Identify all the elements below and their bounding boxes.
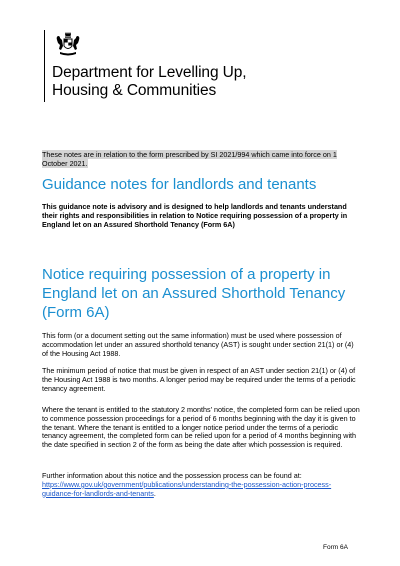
royal-coat-of-arms-icon [54,32,82,58]
paragraph-form-usage: This form (or a document setting out the same information) must be used where possession of accommodation let under an assured shorthold tenancy (AST) is sought under section 21(1) or (4) of the Housing Act 1988. [42,331,354,358]
department-name [52,64,312,100]
department-name-line-1: Department for Levelling Up, [52,64,247,81]
paragraph-further-information [42,472,360,498]
paragraph-notice-validity: Where the tenant is entitled to the statutory 2 months' notice, the completed form can be relied upon to commence possession proceedings for a period of 6 months beginning with the day it is given to the tenant. Where the tenant is entitled to a longer notice period under the terms of a periodic tenancy agreement, the completed form can be relied upon for a period of 4 months beginning with the date specified in section 2 of the form as being the date after which possession is required. [42,405,360,450]
department-name-line-2: Housing & Communities [52,82,217,99]
footer-form-label: Form 6A [323,544,348,551]
guidance-summary: This guidance note is advisory and is designed to help landlords and tenants understand their rights and responsibilities in relation to Notice requiring possession of a property in England let on an Assured Shorthold Tenancy (Form 6A) [42,202,348,229]
paragraph-minimum-notice: The minimum period of notice that must be given in respect of an AST under section 21(1) or (4) of the Housing Act 1988 is two months. A longer period may be required under the terms of a periodic tenancy agreement. [42,366,356,393]
possession-guidance-link[interactable]: https://www.gov.uk/government/publications/understanding-the-possession-action-process-guidance-for-landlords-and-tenants [42,479,332,498]
intro-note [42,150,338,168]
further-info-text: Further information about this notice and the possession process can be found at: [42,471,302,480]
intro-note-highlighted-text: These notes are in relation to the form prescribed by SI 2021/994 which came into force on 1 October 2021. [42,150,337,168]
logo-divider-line [44,30,45,102]
notice-heading: Notice requiring possession of a property in England let on an Assured Shorthold Tenancy (Form 6A) [42,266,346,321]
guidance-heading: Guidance notes for landlords and tenants [42,176,317,193]
further-info-suffix: . [153,488,156,498]
